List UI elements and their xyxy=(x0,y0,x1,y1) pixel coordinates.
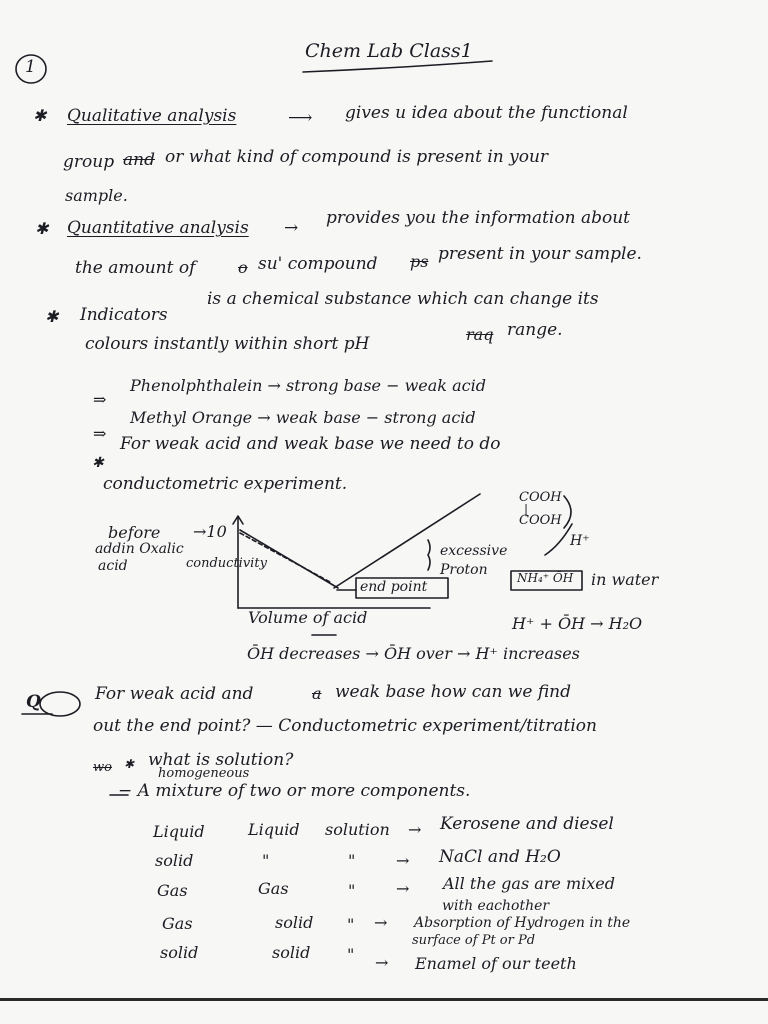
table-cell-kind: " xyxy=(347,945,355,964)
table-cell-example: surface of Pt or Pd xyxy=(412,933,536,948)
question-line1a: For weak acid and xyxy=(95,684,254,704)
table-cell-solvent: solid xyxy=(155,851,194,870)
table-cell-solvent: Gas xyxy=(162,914,193,933)
star-bullet-icon: ✱ xyxy=(92,455,104,471)
graph-y-label: conductivity xyxy=(186,556,267,571)
graph-summary: ŌH decreases → ŌH over → H⁺ increases xyxy=(247,644,580,663)
table-cell-kind: solution xyxy=(325,820,390,839)
table-cell-kind: " xyxy=(348,881,356,900)
table-cell-solute: Liquid xyxy=(248,820,300,839)
solution-heading: what is solution? xyxy=(148,750,294,770)
graph-in-water: in water xyxy=(591,570,659,589)
graph-before-label: addin Oxalic xyxy=(95,541,184,557)
title-underline xyxy=(303,61,492,72)
indicator-item: Methyl Orange → weak base − strong acid xyxy=(130,408,476,427)
table-cell-example: Enamel of our teeth xyxy=(415,954,577,973)
question-line1b: weak base how can we find xyxy=(335,682,571,702)
star-bullet-icon: ✱ xyxy=(33,106,47,125)
table-cell-solute: Gas xyxy=(258,879,289,898)
graph-before-label: acid xyxy=(98,558,128,574)
graph-before-value: →10 xyxy=(193,522,227,541)
page-number: 1 xyxy=(25,57,36,77)
table-cell-example: with eachother xyxy=(442,898,550,914)
list-bullet-icon: ⇒ xyxy=(93,390,107,409)
table-cell-kind: " xyxy=(348,851,356,870)
table-cell-example: NaCl and H₂O xyxy=(439,847,561,867)
table-cell-solvent: solid xyxy=(160,943,199,962)
weak-note-line1: For weak acid and weak base we need to do xyxy=(120,434,501,454)
table-cell-solute: solid xyxy=(275,913,314,932)
page-title: Chem Lab Class1 xyxy=(305,40,473,62)
table-cell-example: Absorption of Hydrogen in the xyxy=(414,915,631,931)
graph-excessive: Proton xyxy=(440,562,488,578)
arrow-icon: ⟶ xyxy=(288,108,313,128)
indicators-line2-strike: raq xyxy=(466,325,494,344)
graph-cooh-arrow xyxy=(545,524,572,555)
graph-cooh-bracket xyxy=(564,496,571,528)
graph-before-label: before xyxy=(108,523,161,542)
table-cell-arrow: → xyxy=(375,953,389,972)
graph-nh4-oh: NH₄⁺ ŌH xyxy=(517,571,574,585)
solution-definition: − A mixture of two or more components. xyxy=(118,781,471,801)
question-line1-strike: a xyxy=(312,684,322,703)
star-bullet-icon: ✱ xyxy=(124,757,135,771)
graph-y-axis-arrow xyxy=(233,516,243,524)
graph-cooh: COOH xyxy=(519,513,562,528)
solution-above-word: homogeneous xyxy=(158,766,250,781)
arrow-icon: → xyxy=(284,218,299,238)
graph-cooh: | xyxy=(524,502,529,516)
table-cell-arrow: → xyxy=(396,851,410,870)
qualitative-line2a: group xyxy=(63,152,115,172)
table-cell-example: All the gas are mixed xyxy=(443,874,616,893)
table-cell-example: Kerosene and diesel xyxy=(440,814,614,834)
graph-cooh: COOH xyxy=(519,490,562,505)
indicators-line2a: colours instantly within short pH xyxy=(85,334,370,354)
table-cell-arrow: → xyxy=(408,820,422,839)
weak-note-line2: conductometric experiment. xyxy=(103,474,348,494)
graph-end-point: end point xyxy=(360,579,428,595)
star-bullet-icon: ✱ xyxy=(35,219,49,238)
indicators-term: Indicators xyxy=(80,305,168,325)
quantitative-term: Quantitative analysis xyxy=(67,218,249,238)
table-cell-solvent: Liquid xyxy=(153,822,205,841)
graph-h-plus: H⁺ xyxy=(570,533,590,549)
indicators-line2b: range. xyxy=(507,320,563,340)
graph-excessive: excessive xyxy=(440,543,508,559)
table-cell-arrow: → xyxy=(396,879,410,898)
quantitative-line2c: present in your sample. xyxy=(438,244,642,264)
qualitative-line2b: or what kind of compound is present in your xyxy=(165,147,549,167)
graph-reaction: H⁺ + ŌH → H₂O xyxy=(512,614,643,633)
indicator-item: Phenolphthalein → strong base − weak acid xyxy=(130,376,486,395)
qualitative-line3: sample. xyxy=(65,186,128,205)
quantitative-line1: provides you the information about xyxy=(326,208,630,228)
graph-brace xyxy=(428,540,430,570)
indicators-line1: is a chemical substance which can change its xyxy=(207,289,599,309)
star-bullet-icon: ✱ xyxy=(45,307,59,326)
table-cell-solute: solid xyxy=(272,943,311,962)
solution-marker-strike: wo xyxy=(93,760,112,775)
question-line2: out the end point? — Conductometric experiment/titration xyxy=(93,716,597,736)
question-marker: Q xyxy=(26,692,41,712)
quantitative-line2-strike1: o xyxy=(238,258,248,277)
qualitative-term: Qualitative analysis xyxy=(67,106,237,126)
list-bullet-icon: ⇒ xyxy=(93,424,107,443)
quantitative-line2a: the amount of xyxy=(75,258,196,278)
table-cell-solvent: Gas xyxy=(157,881,188,900)
table-cell-arrow: → xyxy=(374,913,388,932)
bottom-divider xyxy=(0,998,768,1001)
quantitative-line2b: su' compound xyxy=(258,254,378,274)
graph-x-label: Volume of acid xyxy=(248,608,368,627)
qualitative-line2-strike: and xyxy=(123,150,155,170)
quantitative-line2-strike2: ps xyxy=(410,252,429,271)
question-circle xyxy=(40,692,80,716)
table-cell-solute: " xyxy=(262,851,270,870)
qualitative-line1: gives u idea about the functional xyxy=(345,103,628,123)
table-cell-kind: " xyxy=(347,915,355,934)
